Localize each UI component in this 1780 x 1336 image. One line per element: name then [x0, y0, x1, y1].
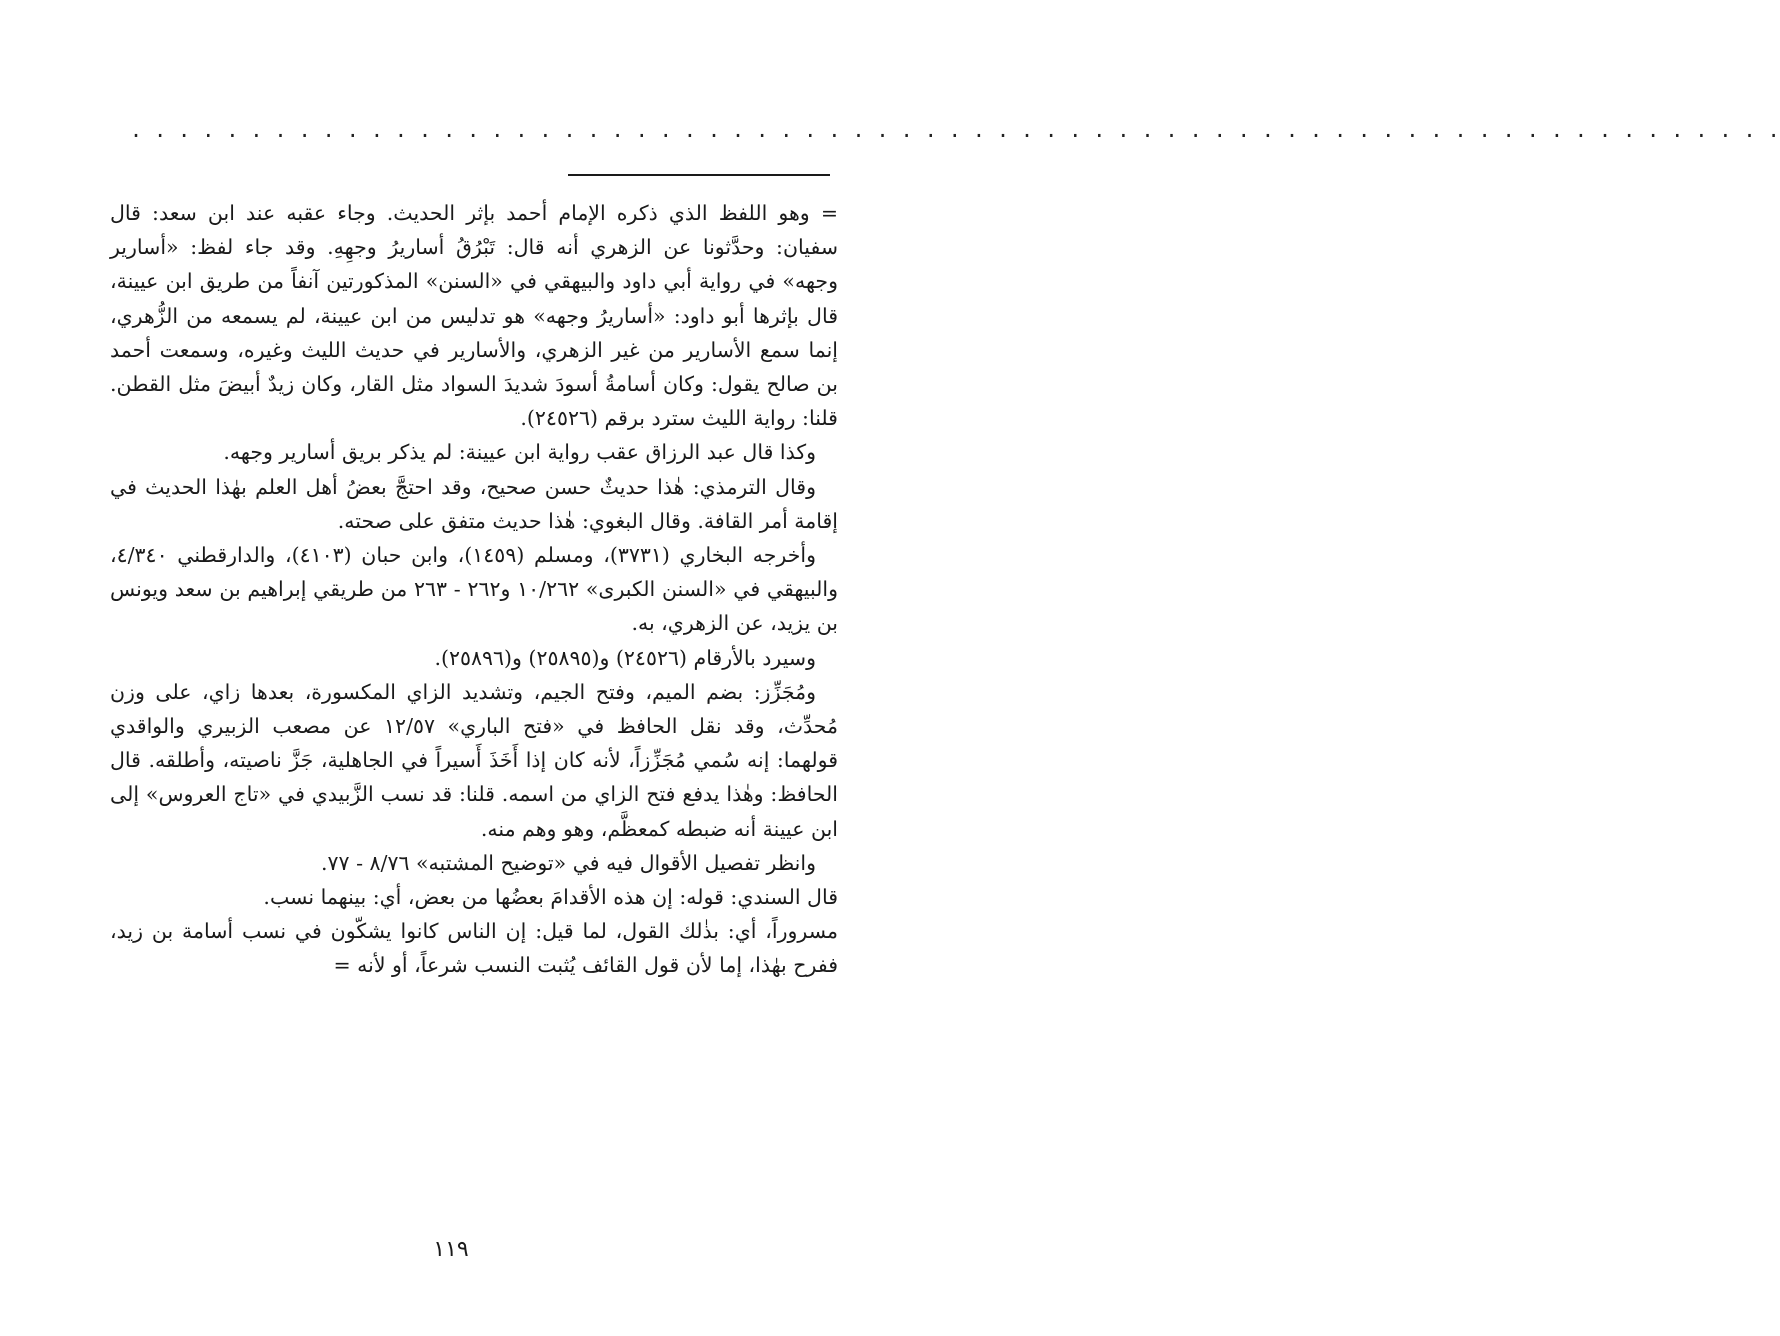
paragraph-9: مسروراً، أي: بذٰلك القول، لما قيل: إن الناس كانوا يشكّون في نسب أسامة بن زيد، ففرح بهٰذا، إما لأن قول القائف يُثبت النسب شرعاً، أو لأنه =	[110, 919, 838, 978]
footnote-rule	[568, 174, 830, 176]
paragraph-5: وسيرد بالأرقام (٢٤٥٢٦) و(٢٥٨٩٥) و(٢٥٨٩٦).	[434, 645, 816, 670]
paragraph-3: وقال الترمذي: هٰذا حديثٌ حسن صحيح، وقد احتجَّ بعضُ أهل العلم بهٰذا الحديث في إقامة أمر القافة. وقال البغوي: هٰذا حديث متفق على صحته.	[110, 474, 838, 533]
paragraph-2: وكذا قال عبد الرزاق عقب رواية ابن عيينة: لم يذكر بريق أسارير وجهه.	[223, 440, 816, 465]
paragraph-8: قال السندي: قوله: إن هذه الأقدامَ بعضُها من بعض، أي: بينهما نسب.	[263, 885, 838, 910]
paragraph-6: ومُجَزِّز: بضم الميم، وفتح الجيم، وتشديد الزاي المكسورة، بعدها زاي، على وزن مُحدِّث، وقد نقل الحافظ في «فتح الباري» ١٢/٥٧ عن مصعب الزبيري والواقدي قولهما: إنه سُمي مُجَزِّزاً، لأنه كان إذا أَخَذَ أَسيراً في الجاهلية، جَزَّ ناصيته، وأطلقه. قال الحافظ: وهٰذا يدفع فتح الزاي من اسمه. قلنا: قد نسب الزَّبيدي في «تاج العروس» إلى ابن عيينة أنه ضبطه كمعظَّم، وهو وهم منه.	[110, 679, 838, 841]
page-number: ١١٩	[433, 1237, 469, 1262]
footnote-text-block	[110, 196, 838, 983]
footnote-dot-separator: . . . . . . . . . . . . . . . . . . . . . . . . . . . . . . . . . . . . . . . . . . . . . . . . . . . . . . . . . . . . . . . . . . . . .	[130, 118, 1780, 142]
paragraph-1: = وهو اللفظ الذي ذكره الإمام أحمد بإثر الحديث. وجاء عقبه عند ابن سعد: قال سفيان: وحدَّثونا عن الزهري أنه قال: تَبْرُقُ أساريرُ وجهِهِ. وقد جاء لفظ: «أسارير وجهه» في رواية أبي داود والبيهقي في «السنن» المذكورتين آنفاً من طريق ابن عيينة، قال بإثرها أبو داود: «أساريرُ وجهه» هو تدليس من ابن عيينة، لم يسمعه من الزُّهري، إنما سمع الأسارير من غير الزهري، والأسارير في حديث الليث وغيره، وسمعت أحمد بن صالح يقول: وكان أسامةُ أسودَ شديدَ السواد مثل القار، وكان زيدٌ أبيضَ مثل القطن. قلنا: رواية الليث سترد برقم (٢٤٥٢٦).	[110, 201, 838, 431]
paragraph-7: وانظر تفصيل الأقوال فيه في «توضيح المشتبه» ٨/٧٦ - ٧٧.	[321, 850, 816, 875]
paragraph-4: وأخرجه البخاري (٣٧٣١)، ومسلم (١٤٥٩)، وابن حبان (٤١٠٣)، والدارقطني ٤/٣٤٠، والبيهقي في «السنن الكبرى» ١٠/٢٦٢ و٢٦٢ - ٢٦٣ من طريقي إبراهيم بن سعد ويونس بن يزيد، عن الزهري، به.	[110, 543, 838, 636]
